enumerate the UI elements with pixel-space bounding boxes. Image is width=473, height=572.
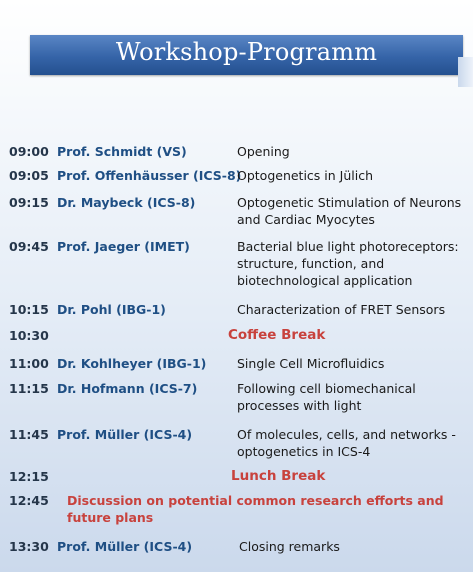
row-time: 10:15: [9, 302, 49, 317]
title-banner: [30, 35, 463, 75]
row-speaker: Dr. Maybeck (ICS-8): [57, 195, 196, 210]
page-title: Workshop-Programm: [115, 38, 378, 66]
row-time: 11:00: [9, 356, 49, 371]
row-time: 12:15: [9, 469, 49, 484]
row-time: 09:05: [9, 168, 49, 183]
row-speaker: Prof. Müller (ICS-4): [57, 539, 193, 554]
row-speaker: Prof. Offenhäusser (ICS-8): [57, 168, 242, 183]
row-topic: Bacterial blue light photoreceptors: structure, function, and biotechnological application: [237, 239, 459, 288]
row-time: 09:45: [9, 239, 49, 254]
row-speaker: Prof. Müller (ICS-4): [57, 427, 193, 442]
row-topic: Optogenetics in Jülich: [237, 168, 374, 183]
row-topic: Following cell biomechanical processes with light: [237, 381, 416, 413]
row-time: 11:15: [9, 381, 49, 396]
row-speaker: Prof. Jaeger (IMET): [57, 239, 190, 254]
row-speaker: Dr. Kohlheyer (IBG-1): [57, 356, 207, 371]
row-time: 10:30: [9, 328, 49, 343]
row-topic: Opening: [237, 144, 290, 159]
lunch-break-label: Lunch Break: [231, 468, 326, 484]
row-time: 11:45: [9, 427, 49, 442]
row-time: 09:15: [9, 195, 49, 210]
row-topic: Optogenetic Stimulation of Neurons and Cardiac Myocytes: [237, 195, 462, 227]
row-speaker: Dr. Pohl (IBG-1): [57, 302, 166, 317]
row-time: 13:30: [9, 539, 49, 554]
row-topic: Of molecules, cells, and networks - optogenetics in ICS-4: [237, 427, 456, 459]
discussion-label: Discussion on potential common research efforts and future plans: [67, 493, 444, 525]
row-time: 12:45: [9, 493, 49, 508]
row-topic: Characterization of FRET Sensors: [237, 302, 446, 317]
row-speaker: Dr. Hofmann (ICS-7): [57, 381, 198, 396]
row-speaker: Prof. Schmidt (VS): [57, 144, 187, 159]
row-time: 09:00: [9, 144, 49, 159]
coffee-break-label: Coffee Break: [228, 327, 326, 343]
row-topic: Single Cell Microfluidics: [237, 356, 385, 371]
row-topic: Closing remarks: [239, 539, 340, 554]
decorative-strip: [458, 57, 473, 87]
